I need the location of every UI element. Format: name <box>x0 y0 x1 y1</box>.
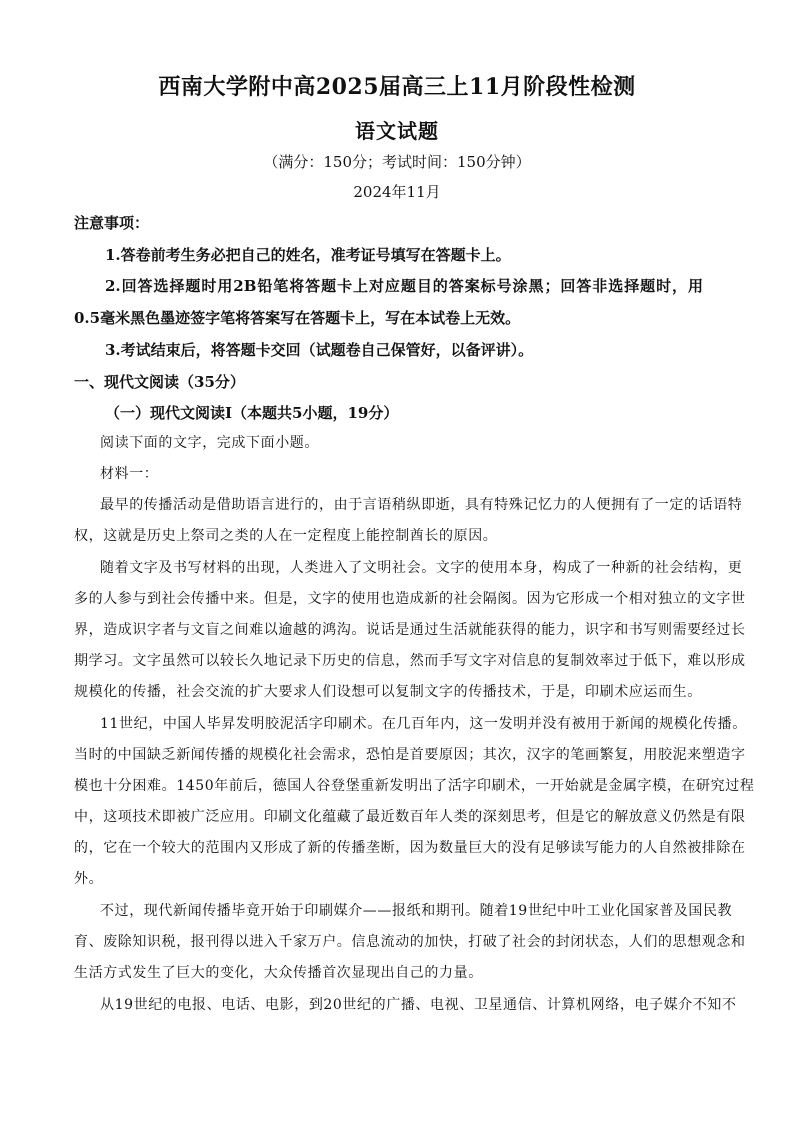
passage-line: 11世纪，中国人毕昇发明胶泥活字印刷术。在几百年内，这一发明并没有被用于新闻的规模化传播。 <box>100 716 747 732</box>
passage-line: 模也十分困难。1450年前后，德国人谷登堡重新发明出了活字印刷术，一开始就是金属字模，在研究过程 <box>74 778 755 794</box>
passage-line: 界，造成识字者与文盲之间难以逾越的鸿沟。说话是通过生活就能获得的能力，识字和书写则需要经过长 <box>74 622 746 638</box>
passage-line: 规模化的传播，社会交流的扩大要求人们设想可以复制文字的传播技术，于是，印刷术应运而生。 <box>74 684 702 700</box>
subsection-heading: （一）现代文阅读Ⅰ（本题共5小题，19分） <box>105 404 399 422</box>
notes-item-2-line-1: 2.回答选择题时用2B铅笔将答题卡上对应题目的答案标号涂黑；回答非选择题时，用 <box>105 277 703 295</box>
passage-line: 中，这项技术即被广泛应用。印刷文化蕴藏了最近数百年人类的深刻思考，但是它的解放意义仍然是有限 <box>74 809 746 825</box>
passage-line: 生活方式发生了巨大的变化，大众传播首次显现出自己的力量。 <box>74 965 483 981</box>
notes-item-3: 3.考试结束后，将答题卡交回（试题卷自己保管好，以备评讲）。 <box>105 341 534 359</box>
passage-line: 最早的传播活动是借助语言进行的，由于言语稍纵即逝，具有特殊记忆力的人便拥有了一定的话语特 <box>100 497 743 513</box>
section-heading: 一、现代文阅读（35分） <box>74 373 245 391</box>
notes-item-2-line-2: 0.5毫米黑色墨迹签字笔将答案写在答题卡上，写在本试卷上无效。 <box>74 309 521 327</box>
passage-line: 外。 <box>74 871 104 887</box>
subject-title: 语文试题 <box>355 119 439 143</box>
passage-line: 权，这就是历史上祭司之类的人在一定程度上能控制酋长的原因。 <box>74 528 498 544</box>
passage-line: 的，它在一个较大的范围内又形成了新的传播垄断，因为数量巨大的没有足够读写能力的人自然被排除在 <box>74 840 746 856</box>
exam-title: 西南大学附中高2025届高三上11月阶段性检测 <box>158 74 636 100</box>
passage-line: 随着文字及书写材料的出现，人类进入了文明社会。文字的使用本身，构成了一种新的社会结构，更 <box>100 560 743 576</box>
passage-line: 多的人参与到社会传播中来。但是，文字的使用也造成新的社会隔阂。因为它形成一个相对独立的文字世 <box>74 591 746 607</box>
passage-line: 不过，现代新闻传播毕竟开始于印刷媒介——报纸和期刊。随着19世纪中叶工业化国家普及国民教 <box>100 903 733 919</box>
passage-line: 从19世纪的电报、电话、电影，到20世纪的广播、电视、卫星通信、计算机网络，电子媒介不知不 <box>100 997 737 1013</box>
notes-heading: 注意事项： <box>74 214 150 232</box>
passage-line: 当时的中国缺乏新闻传播的规模化社会需求，恐怕是首要原因；其次，汉字的笔画繁复，用胶泥来塑造字 <box>74 747 746 763</box>
passage-line: 育、废除知识税，报刊得以进入千家万户。信息流动的加快，打破了社会的封闭状态，人们的思想观念和 <box>74 934 746 950</box>
exam-info: （满分：150分；考试时间：150分钟） <box>263 153 531 171</box>
instruction: 阅读下面的文字，完成下面小题。 <box>100 435 319 451</box>
notes-item-1: 1.答卷前考生务必把自己的姓名，准考证号填写在答题卡上。 <box>105 246 511 264</box>
material-label: 材料一： <box>100 466 159 482</box>
passage-line: 期学习。文字虽然可以较长久地记录下历史的信息，然而手写文字对信息的复制效率过于低下，难以形成 <box>74 653 746 669</box>
exam-date: 2024年11月 <box>353 183 441 201</box>
